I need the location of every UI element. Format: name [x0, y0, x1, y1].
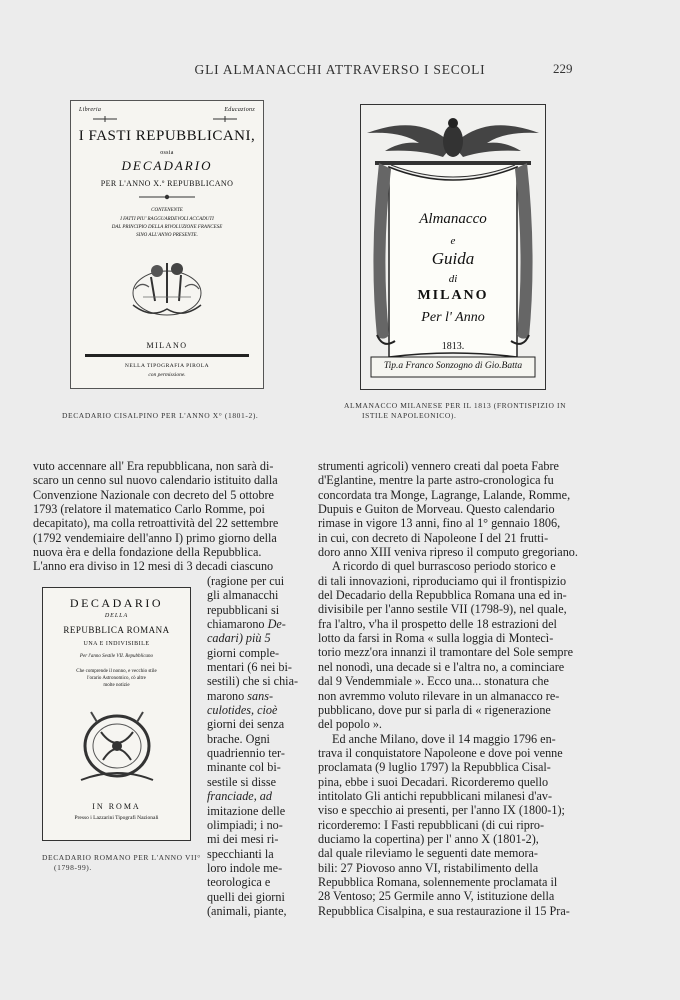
- fig2-caption-2: ISTILE NAPOLEONICO).: [362, 411, 457, 420]
- fig1-contents-3: DAL PRINCIPIO DELLA RIVOLUZIONE FRANCESE: [111, 225, 223, 230]
- text-line: strumenti agricoli) vennero creati dal poeta Fabre: [318, 459, 559, 473]
- figure-decadario-romano: [42, 587, 191, 841]
- text-line: rimase in vigore 13 anni, fino al 1° gennaio 1806,: [318, 516, 561, 531]
- text-line: d'Eglantine, mentre la parte astro-cronologica fu: [318, 473, 554, 488]
- text-line: decapitato), ma colla retroattività del 22 settembre: [33, 516, 279, 531]
- fig3-caption-1: DECADARIO ROMANO PER L'ANNO VII°: [42, 853, 201, 862]
- figure-fasti-repubblicani: [70, 100, 264, 389]
- text-line: sestile si disse: [207, 774, 277, 789]
- running-head: GLI ALMANACCHI ATTRAVERSO I SECOLI: [194, 62, 486, 77]
- text-left-narrow: [207, 574, 304, 918]
- text-line: lotto da farsi in Roma « sulla loggia di Montecì-: [318, 631, 554, 646]
- text-line: di tali innovazioni, riproduciamo qui il frontispizio: [318, 573, 567, 588]
- text-line: (ragione per cui: [207, 574, 285, 588]
- text-line: giorni comple-: [207, 645, 280, 660]
- text-line: olimpiadi; i no-: [207, 817, 283, 832]
- fig1-corner-left: Libreria: [79, 107, 102, 113]
- fig1-corner-right: Educazionz: [224, 107, 255, 113]
- fig1-printer: NELLA TIPOGRAFIA PIROLA: [124, 363, 210, 369]
- fig1-permission: con permissione.: [148, 372, 186, 378]
- text-line: proclamata (9 luglio 1797) la Repubblica Cisal-: [318, 760, 551, 775]
- text-line-italic: cadari) più 5: [207, 631, 271, 646]
- text-line: specchianti la: [207, 846, 274, 861]
- text-line: brache. Ogni: [207, 731, 270, 746]
- text-span: chiamarono: [207, 617, 268, 632]
- text-line: repubblicani si: [207, 602, 280, 617]
- text-line: [207, 617, 304, 631]
- fig3-desc-1: Che comprende il nonno, e vecchio stile: [76, 669, 157, 674]
- page-number: 229: [553, 61, 573, 76]
- text-line: concordata tra Monge, Lagrange, Lalande, Romme,: [318, 487, 571, 502]
- fig3-caption-2: (1798-99).: [54, 863, 92, 872]
- fig1-caption: DECADARIO CISALPINO PER L'ANNO X° (1801-2).: [62, 411, 259, 420]
- fig2-year: 1813.: [441, 341, 465, 352]
- text-line: sestili) che si chia-: [207, 674, 299, 689]
- fig1-title: I FASTI REPUBBLICANI,: [78, 128, 256, 144]
- fig1-city: MILANO: [146, 341, 188, 350]
- text-line: dal 9 Vendemmiale ». Ecco una... stonatura che: [318, 674, 549, 689]
- text-line: del popolo ».: [318, 717, 382, 732]
- text-line: vuto accennare all' Era repubblicana, non sarà di-: [33, 459, 274, 473]
- text-line: intitolato Gli antichi repubblicani milanesi d'av-: [318, 788, 553, 803]
- text-line: pina, ebbe i suoi Decadari. Ricorderemo quello: [318, 774, 549, 789]
- text-line: nuova èra e della fondazione della Repubblica.: [33, 545, 262, 560]
- text-line-italic: franciade, ad: [207, 789, 272, 804]
- text-line: Ed anche Milano, dove il 14 maggio 1796 en-: [332, 731, 556, 746]
- text-line: [207, 631, 304, 645]
- text-line: loro indole me-: [207, 860, 283, 875]
- text-line: minante col bi-: [207, 760, 281, 775]
- text-line: Repubblica Romana, solennemente proclamata il: [318, 874, 558, 889]
- fig3-title: DECADARIO: [69, 596, 164, 610]
- text-line: [207, 689, 304, 703]
- fig3-della: DELLA: [104, 613, 129, 619]
- text-left-top: [33, 459, 304, 574]
- fig3-desc-2: l'orario Astronomico, cò altre: [87, 676, 146, 681]
- text-line-italic: culotides, cioè: [207, 703, 278, 718]
- fig1-contents-1: CONTENENTE: [151, 208, 183, 213]
- text-right: [318, 459, 588, 918]
- text-line: 28 Ventoso; 25 Germile anno V, istituzione della: [318, 889, 555, 904]
- text-line: A ricordo di quel burrascoso periodo storico e: [332, 559, 556, 574]
- fig2-script-3: Guida: [431, 249, 475, 268]
- fig3-city: IN ROMA: [92, 802, 141, 811]
- fig1-ossia: ossia: [160, 150, 174, 156]
- fig3-vignette-wreath: [71, 702, 163, 788]
- text-line: del Decadario della Repubblica Romana una ed in-: [318, 588, 567, 603]
- text-line: mi dei mesi ri-: [207, 832, 279, 847]
- fig3-subtitle: REPUBBLICA ROMANA: [63, 625, 170, 635]
- text-line: non avremmo voluto rilevare in un almanacco re-: [318, 688, 560, 703]
- fig2-script-1: Almanacco: [419, 211, 487, 227]
- text-line: pubblicano, dove pur si parla di « rigenerazione: [318, 702, 551, 717]
- fig2-caption-1: ALMANACCO MILANESE PER IL 1813 (FRONTISPIZIO IN: [344, 401, 567, 410]
- text-span: marono: [207, 688, 248, 703]
- text-span-italic: sans-: [247, 688, 274, 703]
- text-line: imitazione delle: [207, 803, 286, 818]
- fig1-subtitle: DECADARIO: [121, 158, 213, 173]
- text-line: trava il conquistatore Napoleone e dove poi venne: [318, 745, 563, 760]
- text-line: scaro un cenno sul nuovo calendario istituito dalla: [33, 473, 278, 488]
- fig1-year-line: PER L'ANNO X.º REPUBBLICANO: [100, 179, 234, 188]
- text-line: teorologica e: [207, 875, 271, 890]
- text-line: [207, 703, 304, 717]
- text-line: ricorderemo: I Fasti repubblicani (di cui ripro-: [318, 817, 545, 832]
- text-line: Dupuis e Guiton de Morveau. Questo calendario: [318, 502, 555, 517]
- figure-almanacco-milanese: [360, 104, 546, 390]
- text-line: doro anno XIII veniva ripreso il computo gregoriano.: [318, 545, 578, 560]
- fig3-desc-3: molte notizie: [103, 683, 130, 688]
- text-line: divisibile per l'anno sestile VII (1798-9), nel quale,: [318, 602, 567, 617]
- fig1-rule: [85, 354, 249, 357]
- text-line: nel nonodì, una decade si e l'altra no, a cominciare: [318, 659, 565, 674]
- text-line: quelli dei giorni: [207, 889, 285, 904]
- fig1-top-ornaments: [85, 115, 249, 123]
- text-line: fra l'altro, v'ha il prospetto delle 18 estrazioni del: [318, 616, 557, 631]
- fig2-script-2: e: [450, 235, 456, 247]
- text-line: in cui, con decreto di Napoleone I del 21 frutti-: [318, 530, 549, 545]
- text-line: viso e specchio ai presenti, per l'anno IX (1800-1);: [318, 803, 565, 818]
- text-line: giorni dei senza: [207, 717, 285, 732]
- text-span-italic: De-: [267, 617, 286, 632]
- text-line: L'anno era diviso in 12 mesi di 3 decadi ciascuno: [33, 559, 274, 574]
- text-line: duciamo la copertina) per l' anno X (1801-2),: [318, 831, 539, 846]
- fig1-divider: [137, 194, 197, 200]
- text-line: 1793 (relatore il matematico Carlo Romme, poi: [33, 502, 265, 517]
- fig2-city: MILANO: [417, 288, 489, 303]
- fig3-year-line: Per l'anno Sestile VII. Repubblicano: [79, 654, 154, 659]
- fig1-contents-4: SINO ALL'ANNO PRESENTE.: [136, 233, 198, 238]
- fig1-vignette-emblem: [121, 253, 213, 323]
- fig2-script-4: di: [448, 273, 458, 285]
- text-line: [207, 789, 304, 803]
- text-line: mentari (6 nei bi-: [207, 660, 292, 675]
- fig2-printer: Tip.a Franco Sonzogno di Gio.Batta: [383, 361, 523, 371]
- text-line: quadriennio ter-: [207, 746, 285, 761]
- text-line: (animali, piante,: [207, 903, 287, 918]
- text-line: Convenzione Nazionale con decreto del 5 ottobre: [33, 487, 274, 502]
- fig2-script-5: Per l' Anno: [421, 310, 485, 325]
- text-line: gli almanacchi: [207, 588, 279, 603]
- fig3-printer: Presso i Lazzarini Tipografi Nazionali: [74, 815, 159, 821]
- text-line: Repubblica Cisalpina, e sua restaurazione il 15 Pra-: [318, 903, 570, 918]
- fig1-contents-2: I FATTI PIU' RAGGUARDEVOLI ACCADUTI: [120, 217, 214, 222]
- text-line: bili: 27 Piovoso anno VI, ristabilimento della: [318, 860, 539, 875]
- text-line: torio mezz'ora innanzi il tramontare del Sole sempre: [318, 645, 573, 660]
- text-line: dal quale rileviamo le seguenti date memora-: [318, 846, 538, 861]
- text-line: (1792 vendemiaire dell'anno I) primo giorno della: [33, 530, 277, 545]
- fig3-una: UNA E INDIVISIBILE: [83, 641, 150, 647]
